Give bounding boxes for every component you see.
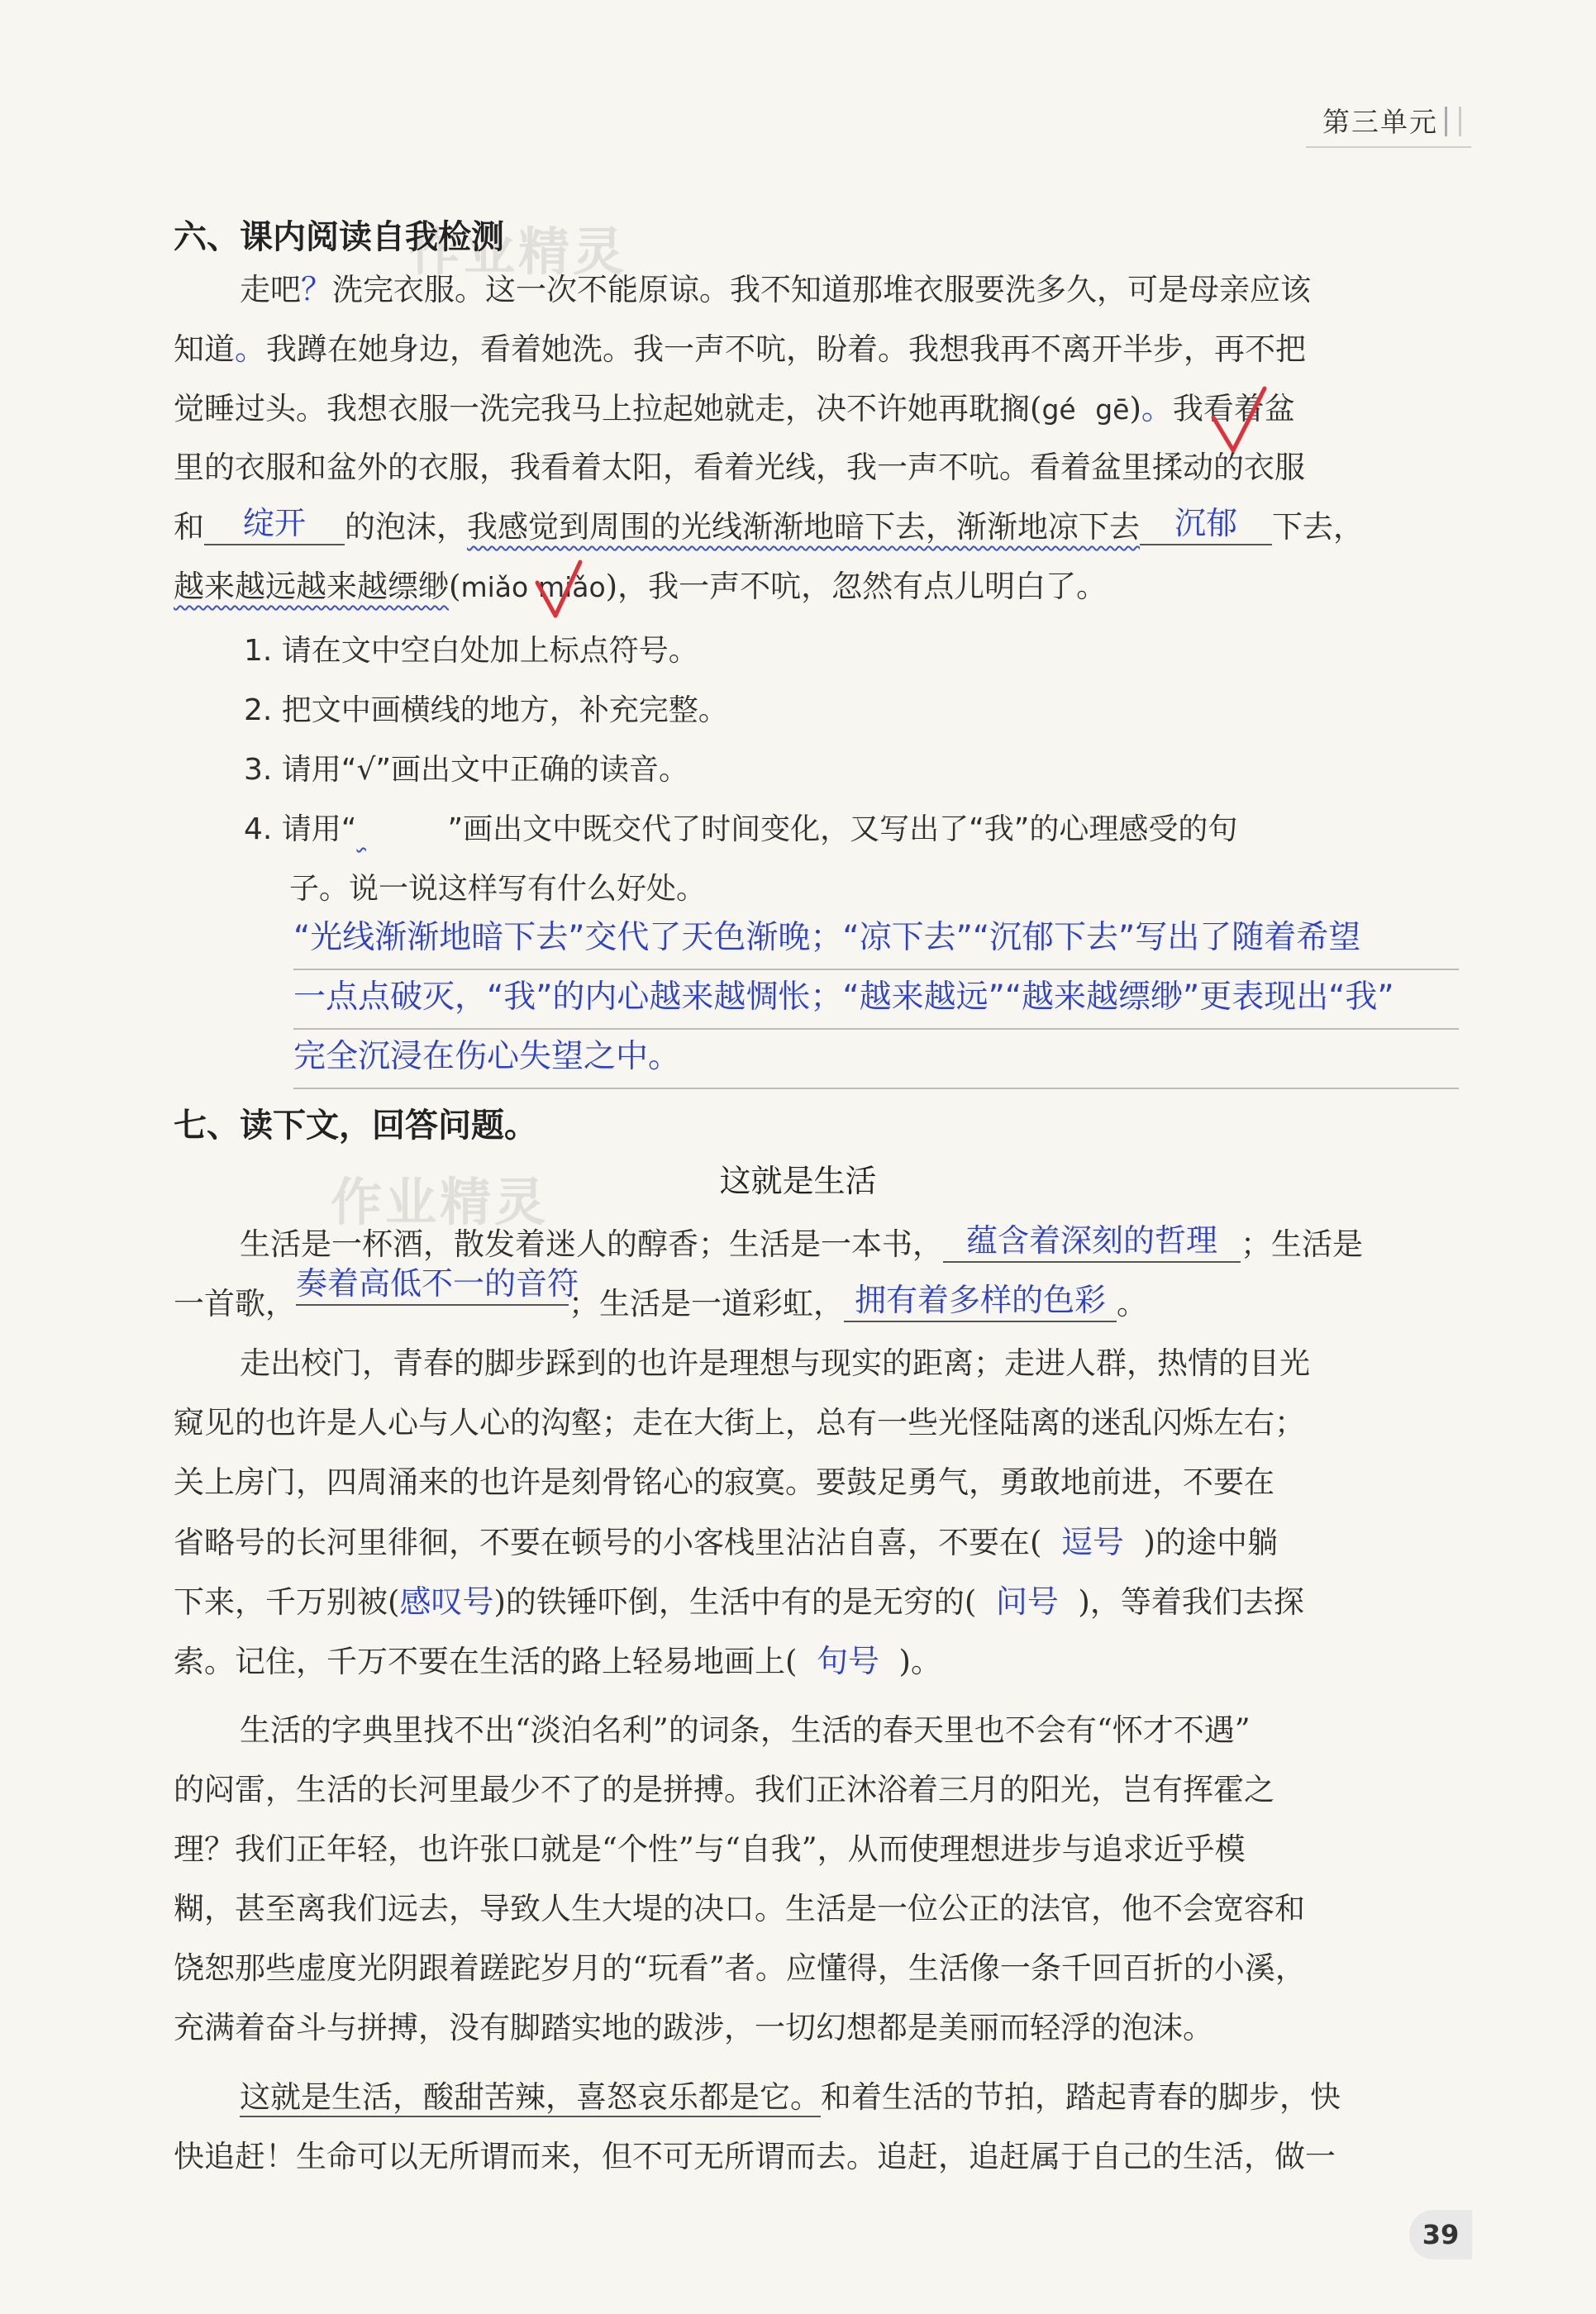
watermark-top: 作业精灵 bbox=[409, 221, 628, 282]
wavy-sample bbox=[356, 800, 447, 859]
s7-p3-line-6: 充满着奋斗与拼搏，没有脚踏实地的跋涉，一切幻想都是美丽而轻浮的泡沫。 bbox=[174, 2010, 1213, 2045]
question-2: 2. 把文中画横线的地方，补充完整。 bbox=[244, 693, 728, 727]
blank-1 bbox=[204, 503, 345, 545]
s7-p2-line-4: 省略号的长河里徘徊，不要在顿号的小客栈里沾沾自喜，不要在( 逗号 )的途中躺 bbox=[174, 1524, 1278, 1560]
s6-line-3: 觉睡过头。我想衣服一洗完我马上拉起她就走，决不许她再耽搁(gé gē)。我看着盆 bbox=[174, 390, 1295, 426]
hw-question-mark: ？ bbox=[301, 271, 333, 307]
pinyin-miao3-b: miǎo bbox=[537, 571, 606, 603]
answer-blank-4: 奏着高低不一的音符 bbox=[296, 1265, 579, 1302]
hw-period-2: 。 bbox=[1141, 390, 1173, 426]
section6-heading: 六、课内阅读自我检测 bbox=[174, 218, 504, 256]
question-1: 1. 请在文中空白处加上标点符号。 bbox=[244, 634, 698, 668]
blank-3 bbox=[943, 1221, 1241, 1263]
s7-p2-line-1: 走出校门，青春的脚步踩到的也许是理想与现实的距离；走进人群，热情的目光 bbox=[240, 1345, 1310, 1381]
unit-label-text: 第三单元 bbox=[1322, 106, 1438, 138]
section7-heading: 七、读下文，回答问题。 bbox=[174, 1107, 537, 1145]
s7-p3-line-5: 饶恕那些虚度光阴跟着蹉跎岁月的“玩看”者。应懂得，生活像一条千回百折的小溪， bbox=[174, 1950, 1306, 1986]
pinyin-ge1: gē bbox=[1095, 393, 1130, 426]
s7-p3-line-3: 理？我们正年轻，也许张口就是“个性”与“自我”，从而使理想进步与追求近乎模 bbox=[174, 1831, 1246, 1867]
answer-comma: 逗号 bbox=[1060, 1524, 1124, 1560]
passage-title: 这就是生活 bbox=[719, 1163, 877, 1199]
s6-line-4: 里的衣服和盆外的衣服，我看着太阳，看着光线，我一声不吭。看着盆里揉动的衣服 bbox=[174, 450, 1305, 485]
s6-line-6: 越来越远越来越缥缈(miǎo miǎo)，我一声不吭，忽然有点儿明白了。 bbox=[174, 569, 1108, 604]
pinyin-miao3: miǎo bbox=[460, 571, 529, 603]
answer-line-2: 一点点破灭，“我”的内心越来越惆怅；“越来越远”“越来越缥缈”更表现出“我” bbox=[293, 970, 1459, 1030]
s7-line-1: 生活是一杯酒，散发着迷人的醇香；生活是一本书， 蕴含着深刻的哲理 ；生活是 bbox=[240, 1222, 1363, 1262]
s7-p3-line-1: 生活的字典里找不出“淡泊名利”的词条，生活的春天里也不会有“怀才不遇” bbox=[240, 1712, 1251, 1748]
blank-2 bbox=[1140, 503, 1272, 545]
s7-p2-line-3: 关上房门，四周涌来的也许是刻骨铭心的寂寞。要鼓足勇气，勇敢地前进，不要在 bbox=[174, 1464, 1274, 1500]
s7-p2-line-6: 索。记住，千万不要在生活的路上轻易地画上( 句号 )。 bbox=[174, 1643, 941, 1679]
question-3: 3. 请用“√”画出文中正确的读音。 bbox=[244, 753, 689, 787]
answer-line-1: “光线渐渐地暗下去”交代了天色渐晚；“凉下去”“沉郁下去”写出了随着希望 bbox=[293, 911, 1459, 970]
page-number: 39 bbox=[1409, 2210, 1472, 2259]
blank-5 bbox=[844, 1280, 1117, 1322]
pinyin-ge2: gé bbox=[1041, 393, 1076, 426]
unit-bars-decoration bbox=[1445, 107, 1461, 136]
answer-question-mark: 问号 bbox=[995, 1583, 1059, 1620]
s7-p2-line-5: 下来，千万别被(感叹号)的铁锤吓倒，生活中有的是无穷的( 问号 )，等着我们去探 bbox=[174, 1583, 1304, 1620]
answer-blank-5: 拥有着多样的色彩 bbox=[854, 1282, 1106, 1318]
wavy-sentence-1: 我感觉到周围的光线渐渐地暗下去，渐渐地凉下去 bbox=[467, 509, 1140, 545]
answer-exclamation: 感叹号 bbox=[399, 1583, 494, 1620]
answer-blank-2: 沉郁 bbox=[1174, 505, 1237, 541]
watermark-mid: 作业精灵 bbox=[331, 1172, 550, 1232]
answer-full-stop: 句号 bbox=[816, 1643, 879, 1679]
underlined-sentence: 这就是生活，酸甜苦辣，喜怒哀乐都是它。 bbox=[240, 2079, 821, 2115]
s7-line-2: 一首歌，奏着高低不一的音符；生活是一道彩虹， 拥有着多样的色彩 。 bbox=[174, 1265, 1147, 1321]
answer-line-3: 完全沉浸在伤心失望之中。 bbox=[293, 1030, 1459, 1089]
s6-line-2: 知道。我蹲在她身边，看着她洗。我一声不吭，盼着。我想我再不离开半步，再不把 bbox=[174, 331, 1307, 367]
s7-p3-line-2: 的闷雷，生活的长河里最少不了的是拼搏。我们正沐浴着三月的阳光，岂有挥霍之 bbox=[174, 1772, 1274, 1807]
wavy-sentence-2: 越来越远越来越缥缈 bbox=[174, 569, 449, 604]
question-4: 4. 请用“ ”画出文中既交代了时间变化，又写出了“我”的心理感受的句 bbox=[244, 800, 1442, 859]
s6-line-5: 和 绽开 的泡沫，我感觉到周围的光线渐渐地暗下去，渐渐地凉下去 沉郁 下去， bbox=[174, 505, 1364, 545]
answer-blank-3: 蕴含着深刻的哲理 bbox=[965, 1222, 1217, 1259]
s6-line-1: 走吧？洗完衣服。这一次不能原谅。我不知道那堆衣服要洗多久，可是母亲应该 bbox=[240, 271, 1312, 307]
s7-p3-line-4: 糊，甚至离我们远去，导致人生大堤的决口。生活是一位公正的法官，他不会宽容和 bbox=[174, 1891, 1305, 1926]
s7-p4-line-1: 这就是生活，酸甜苦辣，喜怒哀乐都是它。和着生活的节拍，踏起青春的脚步，快 bbox=[240, 2079, 1341, 2115]
s7-p4-line-2: 快追赶！生命可以无所谓而来，但不可无所谓而去。追赶，追赶属于自己的生活，做一 bbox=[174, 2139, 1336, 2174]
blank-4 bbox=[296, 1264, 579, 1306]
hw-period: 。 bbox=[235, 331, 267, 367]
s7-p2-line-2: 窥见的也许是人心与人心的沟壑；走在大街上，总有一些光怪陆离的迷乱闪烁左右； bbox=[174, 1405, 1305, 1440]
answer-blank-1: 绽开 bbox=[242, 505, 306, 541]
question-4-cont: 子。说一说这样写有什么好处。 bbox=[289, 872, 707, 906]
unit-label bbox=[1306, 101, 1471, 148]
